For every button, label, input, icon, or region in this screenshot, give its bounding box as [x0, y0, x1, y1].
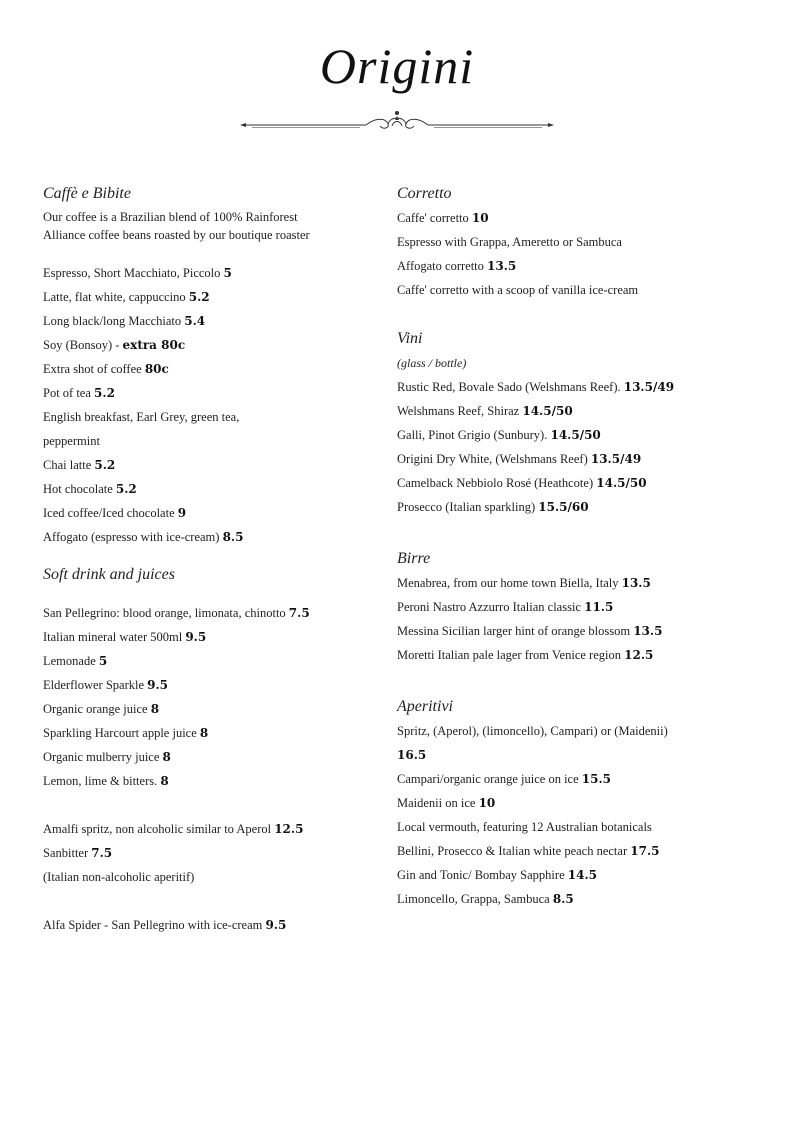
menu-item — [397, 495, 737, 519]
menu-item — [43, 697, 373, 721]
menu-item-label: Bellini, Prosecco & Italian white peach nectar — [397, 844, 631, 858]
menu-item-label: Prosecco (Italian sparkling) — [397, 500, 539, 514]
menu-item-price: 8.5 — [222, 530, 244, 544]
menu-item — [43, 745, 373, 769]
menu-item-price: 8 — [199, 726, 209, 740]
menu-item — [397, 595, 737, 619]
menu-item-label: Italian mineral water 500ml — [43, 630, 186, 644]
menu-item — [43, 625, 373, 649]
menu-item — [397, 887, 737, 911]
menu-item-price: 80c — [144, 362, 169, 376]
section-heading-vini: Vini — [397, 330, 423, 347]
menu-item-label: Latte, flat white, cappuccino — [43, 290, 189, 304]
menu-item — [397, 643, 737, 667]
menu-item-price: 14.5/50 — [522, 404, 573, 418]
aperitivi-list — [397, 719, 737, 911]
menu-item — [397, 206, 737, 230]
menu-item — [43, 429, 373, 453]
vini-list — [397, 375, 737, 519]
coffee-intro-line: Our coffee is a Brazilian blend of 100% Rainforest — [43, 210, 298, 224]
menu-item-label: (Italian non-alcoholic aperitif) — [43, 870, 195, 884]
menu-item-label: Moretti Italian pale lager from Venice region — [397, 648, 625, 662]
menu-item-label: Galli, Pinot Grigio (Sunbury). — [397, 428, 551, 442]
menu-item — [397, 767, 737, 791]
page-title: Origini — [319, 38, 475, 94]
menu-item-price: 9.5 — [265, 918, 287, 932]
flourish-divider-icon — [238, 108, 556, 134]
menu-item — [397, 399, 737, 423]
menu-item-label: Local vermouth, featuring 12 Australian botanicals — [397, 820, 652, 834]
menu-item-label: Camelback Nebbiolo Rosé (Heathcote) — [397, 476, 597, 490]
menu-item-label: Long black/long Macchiato — [43, 314, 185, 328]
menu-item-label: Origini Dry White, (Welshmans Reef) — [397, 452, 591, 466]
menu-item-price: 5.2 — [188, 290, 210, 304]
menu-item-label: Amalfi spritz, non alcoholic similar to Aperol — [43, 822, 275, 836]
menu-item — [43, 453, 373, 477]
menu-item-label: Alfa Spider - San Pellegrino with ice-cream — [43, 918, 266, 932]
menu-item-price: 8 — [160, 774, 169, 788]
menu-item-price: 13.5/49 — [590, 452, 642, 466]
caffe-list — [43, 261, 373, 549]
menu-item-price: 9 — [177, 506, 187, 520]
menu-item-label: San Pellegrino: blood orange, limonata, chinotto — [43, 606, 289, 620]
menu-item — [43, 261, 373, 285]
menu-item — [43, 501, 373, 525]
left-column — [43, 182, 373, 937]
menu-item-price: 16.5 — [397, 748, 427, 762]
menu-item — [43, 601, 373, 625]
menu-item-price: 7.5 — [288, 606, 310, 620]
menu-item-label: English breakfast, Earl Grey, green tea, — [43, 410, 240, 424]
menu-item — [397, 571, 737, 595]
menu-item-label: Espresso with Grappa, Ameretto or Sambuca — [397, 235, 622, 249]
menu-item-label: Welshmans Reef, Shiraz — [397, 404, 523, 418]
menu-item — [397, 230, 737, 254]
menu-item-label: Menabrea, from our home town Biella, Italy — [397, 576, 622, 590]
menu-item-label: Limoncello, Grappa, Sambuca — [397, 892, 553, 906]
corretto-list — [397, 206, 737, 302]
menu-item — [397, 791, 737, 815]
birre-list — [397, 571, 737, 667]
menu-item — [43, 357, 373, 381]
menu-item-label: Sparkling Harcourt apple juice — [43, 726, 200, 740]
section-heading-aperitivi: Aperitivi — [397, 698, 453, 715]
menu-item — [43, 769, 373, 793]
menu-item-price: 7.5 — [91, 846, 113, 860]
menu-item-price: 11.5 — [584, 600, 614, 614]
right-column — [397, 182, 737, 911]
menu-item-label: Organic orange juice — [43, 702, 151, 716]
menu-item-price: 13.5 — [487, 259, 517, 273]
soft-list-2 — [43, 817, 373, 889]
menu-item-price: 14.5/50 — [550, 428, 601, 442]
menu-item-label: Affogato corretto — [397, 259, 488, 273]
menu-item — [43, 285, 373, 309]
menu-item-label: Affogato (espresso with ice-cream) — [43, 530, 223, 544]
menu-item-label: Soy (Bonsoy) - — [43, 338, 123, 352]
menu-item — [43, 673, 373, 697]
menu-item — [43, 309, 373, 333]
menu-item — [43, 381, 373, 405]
menu-item — [43, 865, 373, 889]
menu-item — [397, 743, 737, 767]
menu-item — [43, 841, 373, 865]
menu-item-label: Extra shot of coffee — [43, 362, 145, 376]
menu-item-price: 17.5 — [630, 844, 660, 858]
menu-item-label: Campari/organic orange juice on ice — [397, 772, 582, 786]
section-heading-corretto: Corretto — [397, 185, 452, 202]
menu-item — [397, 375, 737, 399]
section-heading-caffe: Caffè e Bibite — [43, 185, 131, 202]
menu-item-label: Elderflower Sparkle — [43, 678, 148, 692]
menu-item — [43, 817, 373, 841]
menu-item-label: Lemonade — [43, 654, 99, 668]
menu-item-label: Peroni Nastro Azzurro Italian classic — [397, 600, 585, 614]
section-heading-birre: Birre — [397, 550, 431, 567]
menu-item — [43, 405, 373, 429]
soft-list — [43, 601, 373, 793]
menu-item-label: Caffe' corretto with a scoop of vanilla ice-cream — [397, 283, 639, 297]
menu-item-label: Sanbitter — [43, 846, 92, 860]
menu-item-price: 8.5 — [552, 892, 574, 906]
coffee-intro-line: Alliance coffee beans roasted by our boutique roaster — [43, 228, 310, 242]
menu-item — [397, 839, 737, 863]
menu-item-price: 10 — [471, 211, 489, 225]
menu-item-price: 13.5/49 — [623, 380, 675, 394]
menu-item-label: Espresso, Short Macchiato, Piccolo — [43, 266, 224, 280]
menu-item — [43, 649, 373, 673]
menu-item-price: 5 — [223, 266, 232, 280]
menu-item — [43, 913, 373, 937]
menu-item — [397, 719, 737, 743]
menu-item — [397, 447, 737, 471]
menu-item-label: Iced coffee/Iced chocolate — [43, 506, 178, 520]
menu-item — [397, 815, 737, 839]
menu-item-price: extra 80c — [122, 338, 186, 352]
menu-item-price: 8 — [150, 702, 160, 716]
menu-item-label: peppermint — [43, 434, 100, 448]
menu-item-label: Lemon, lime & bitters. — [43, 774, 161, 788]
menu-item-label: Chai latte — [43, 458, 95, 472]
menu-item — [397, 471, 737, 495]
menu-item-price: 10 — [478, 796, 496, 810]
menu-item-price: 8 — [162, 750, 171, 764]
vini-note: (glass / bottle) — [397, 356, 467, 370]
menu-item — [43, 477, 373, 501]
menu-item-price: 14.5 — [567, 868, 597, 882]
menu-item-price: 5.2 — [115, 482, 137, 496]
menu-item-label: Pot of tea — [43, 386, 95, 400]
menu-item-label: Organic mulberry juice — [43, 750, 163, 764]
menu-item-price: 5.2 — [94, 386, 115, 400]
section-heading-soft: Soft drink and juices — [43, 566, 175, 583]
menu-item — [397, 863, 737, 887]
menu-item-label: Messina Sicilian larger hint of orange blossom — [397, 624, 634, 638]
menu-item-price: 14.5/50 — [596, 476, 647, 490]
menu-item-price: 15.5 — [581, 772, 611, 786]
menu-item-price: 5.2 — [94, 458, 116, 472]
menu-item-price: 9.5 — [147, 678, 169, 692]
menu-item-price: 13.5 — [621, 576, 651, 590]
menu-item-price: 9.5 — [185, 630, 207, 644]
menu-item-label: Maidenii on ice — [397, 796, 479, 810]
menu-item-price: 5.4 — [184, 314, 206, 328]
menu-item — [43, 333, 373, 357]
menu-item-label: Gin and Tonic/ Bombay Sapphire — [397, 868, 568, 882]
menu-item-price: 15.5/60 — [538, 500, 589, 514]
menu-item — [43, 721, 373, 745]
menu-item — [397, 278, 737, 302]
menu-item — [397, 619, 737, 643]
menu-item-label: Rustic Red, Bovale Sado (Welshmans Reef). — [397, 380, 624, 394]
menu-item-price: 13.5 — [633, 624, 663, 638]
menu-item-label: Hot chocolate — [43, 482, 116, 496]
menu-item-price: 12.5 — [624, 648, 654, 662]
menu-item-label: Spritz, (Aperol), (limoncello), Campari) or (Maidenii) — [397, 724, 668, 738]
menu-item — [43, 525, 373, 549]
menu-item — [397, 423, 737, 447]
menu-item-label: Caffe' corretto — [397, 211, 472, 225]
menu-item-price: 12.5 — [274, 822, 304, 836]
soft-list-3 — [43, 913, 373, 937]
menu-item — [397, 254, 737, 278]
menu-item-price: 5 — [98, 654, 108, 668]
